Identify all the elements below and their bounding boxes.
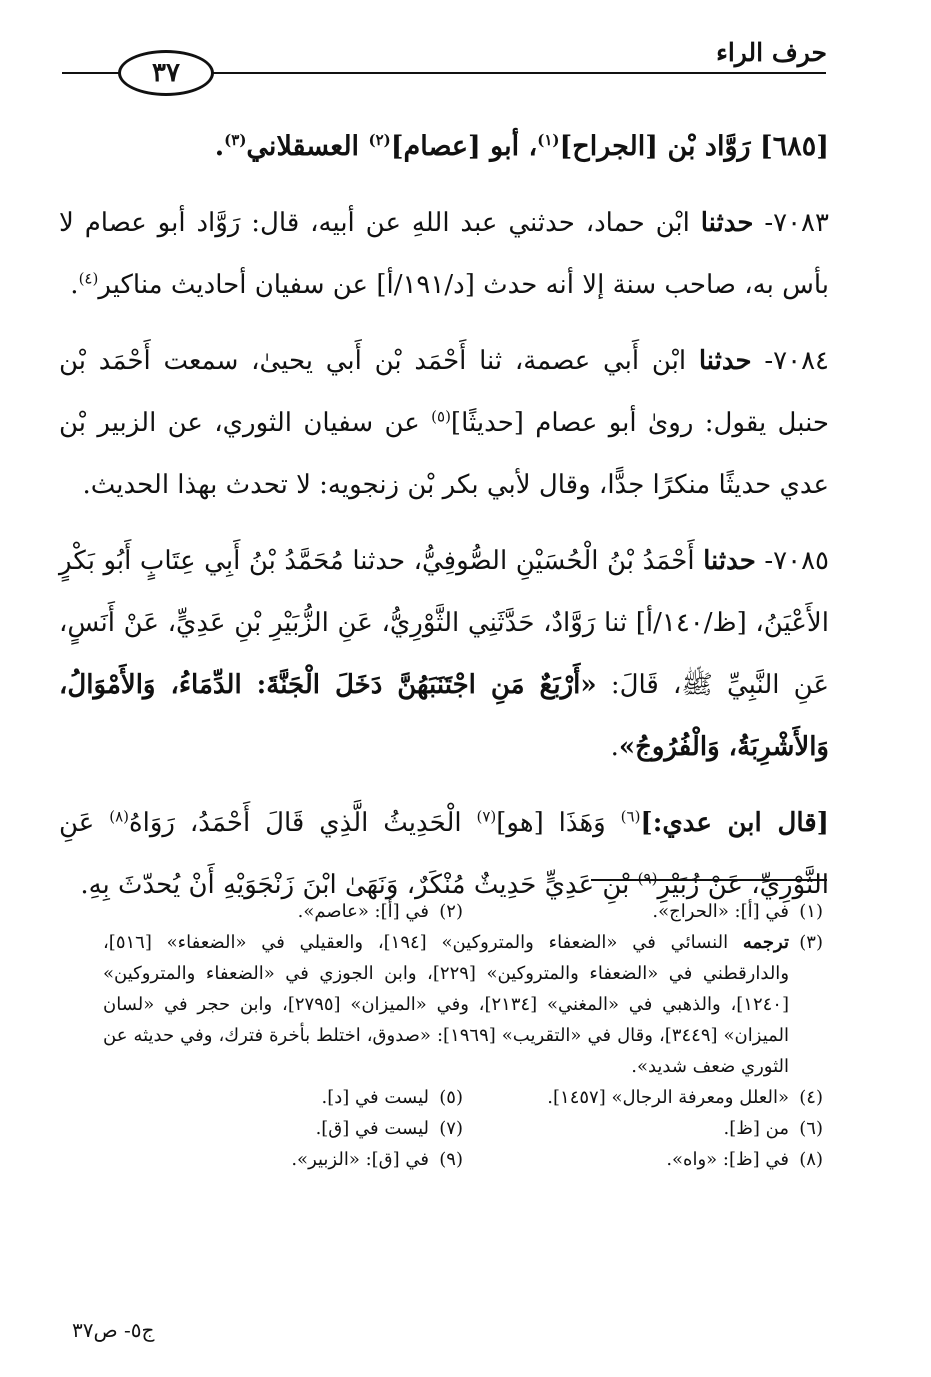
footnote-3: (٣) ترجمه النسائي في «الضعفاء والمتروكين» [١٩٤]، والعقيلي في «الضعفاء» [٥١٦]، والدارقطني في «الضعفاء والمتروكين» [٢٢٩]، وابن الجوزي في «الضعفاء والمتروكين» [١٢٤٠]، والذهبي في «المغني» [٢١٣٤]، وفي «الميزان» [٢٧٩٥]، وابن حجر في «لسان الميزان» [٣٤٤٩]، وقال في «التقريب» [١٩٦٩]: «صدوق، اختلط بأخرة فترك، وفي حديثه عن الثوري ضعف شديد». <box>103 932 823 1077</box>
hadith-7085: ٧٠٨٥- حدثنا أَحْمَدُ بْنُ الْحُسَيْنِ الصُّوفِيُّ، حدثنا مُحَمَّدُ بْنُ أَبِي عِتَابٍ أَبُو بَكْرٍ الأَعْيَنُ، [ظ/١٤٠/أ] ثنا رَوَّادٌ، حَدَّثَنِي الثَّوْرِيُّ، عَنِ الزُّبَيْرِ بْنِ عَدِيٍّ، عَنْ أَنَسٍ، عَنِ النَّبِيِّ ﷺ، قَالَ: «أَرْبَعٌ مَنِ اجْتَنَبَهُنَّ دَخَلَ الْجَنَّةَ: الدِّمَاءُ، وَالأَمْوَالُ، وَالأَشْرِبَةُ، وَالْفُرُوجُ». <box>59 546 829 762</box>
footnote-ref-8[interactable]: (٨) <box>109 807 129 826</box>
hadith-7083: ٧٠٨٣- حدثنا ابْن حماد، حدثني عبد اللهِ عن أبيه، قال: رَوَّاد أبو عصام لا بأس به، صاحب سنة إلا أنه حدث [د/١٩١/أ] عن سفيان أحاديث مناكير$^{(٤)}$. <box>59 208 829 300</box>
narration-label: حدثنا <box>698 346 752 376</box>
hadith-7084: ٧٠٨٤- حدثنا ابْن أَبي عصمة، ثنا أَحْمَد بْن أَبي يحيىٰ، سمعت أَحْمَد بْن حنبل يقول: رویٰ أبو عصام [حديثًا]$^{(٥)}$ عن سفيان الثوري، عن الزبير بْن عدي حديثًا منكرًا جدًّا، وقال لأبي بكر بْن زنجويه: لا تحدث بهذا الحديث. <box>59 346 829 500</box>
footnote-ref-5[interactable]: (٥) <box>431 407 451 426</box>
footnote-ref-7[interactable]: (٧) <box>476 807 497 826</box>
footnote-7: (٧)ليست في [ق]. <box>315 1118 463 1139</box>
entry-title: [٦٨٥] رَوَّاد بْن [الجراح]$^{(١)}$، أبو [عصام]$^{(٢)}$ العسقلاني$^{(٣)}$. <box>214 131 829 162</box>
hadith-matn: «أَرْبَعٌ مَنِ اجْتَنَبَهُنَّ دَخَلَ الْجَنَّةَ: الدِّمَاءُ، وَالأَمْوَالُ، وَالأَشْرِبَةُ، وَالْفُرُوجُ» <box>59 670 829 762</box>
narration-label: حدثنا <box>700 208 754 238</box>
hadith-number: ٧٠٨٥- <box>755 546 829 576</box>
footnote-4: (٤)«العلل ومعرفة الرجال» [١٤٥٧]. <box>547 1087 823 1108</box>
footnotes <box>103 896 823 1175</box>
footnote-ref-4[interactable]: (٤) <box>78 269 99 288</box>
footnote-ref-3[interactable]: (٣) <box>224 131 247 149</box>
running-head: حرف الراء <box>716 38 827 67</box>
footnote-ref-6[interactable]: (٦) <box>620 807 641 826</box>
comment-label: [قال ابن عدي:] <box>640 808 829 838</box>
footnote-ref-2[interactable]: (٢) <box>368 131 391 149</box>
footnote-2: (٢)في [أ]: «عاصم». <box>297 901 463 922</box>
footnote-row <box>103 1113 823 1144</box>
narration-label: حدثنا <box>703 546 756 576</box>
hadith-number: ٧٠٨٣- <box>753 208 829 238</box>
ibn-adi-comment: [قال ابن عدي:]$^{(٦)}$ وَهَذَا [هو]$^{(٧)}$ الْحَدِيثُ الَّذِي قَالَ أَحْمَدُ، رَوَاهُ$^{(٨)}$ عَنِ الثَّوْرِيِّ، عَنْ زُبَيْرِ$^{(٩)}$ بْنِ عَدِيٍّ حَدِيثٌ مُنْكَرٌ، وَنَهَىٰ ابْنَ زَنْجَوَيْهِ أَنْ يُحدّثَ بِهِ. <box>59 807 829 900</box>
volume-page-reference: ج٥- ص٣٧ <box>72 1318 155 1342</box>
footnote-row <box>103 1144 823 1175</box>
footnote-1: (١)في [أ]: «الحراج». <box>652 901 823 922</box>
footnote-ref-9[interactable]: (٩) <box>637 869 658 888</box>
footnote-ref-1[interactable]: (١) <box>537 131 560 149</box>
footnote-9: (٩)في [ق]: «الزبير». <box>291 1149 463 1170</box>
hadith-number: ٧٠٨٤- <box>751 346 829 376</box>
page-number-oval <box>118 50 214 96</box>
footnote-6: (٦)من [ظ]. <box>723 1118 823 1139</box>
footnote-row <box>103 1082 823 1113</box>
main-text <box>59 116 829 930</box>
footnote-rule <box>591 879 827 881</box>
footnote-row <box>103 896 823 927</box>
footnote-5: (٥)ليست في [د]. <box>321 1087 463 1108</box>
page-number: ٣٧ <box>152 58 180 88</box>
footnote-8: (٨)في [ظ]: «واه». <box>666 1149 823 1170</box>
